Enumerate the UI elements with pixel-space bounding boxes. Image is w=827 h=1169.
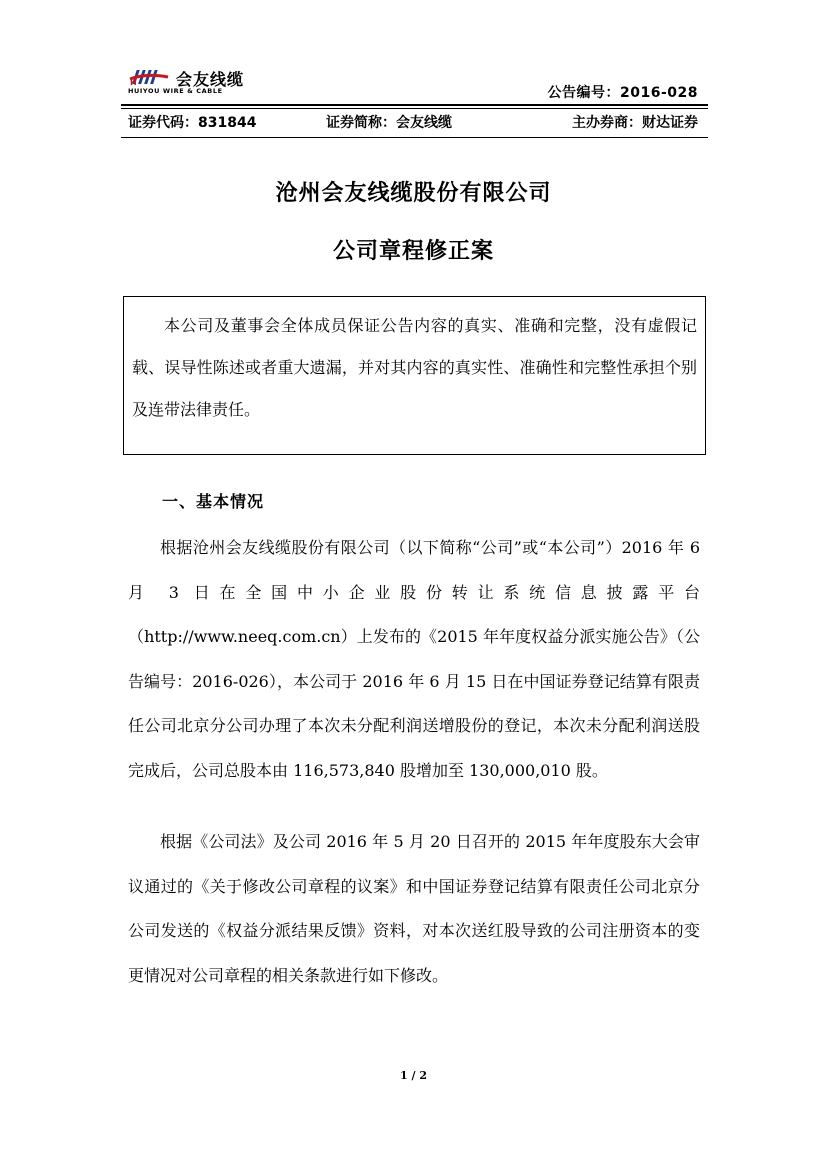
security-abbreviation: 证券简称：会友线缆 [326, 115, 452, 131]
company-title: 沧州会友线缆股份有限公司 [275, 181, 552, 206]
security-code: 证券代码：831844 [128, 115, 257, 131]
sponsor-broker: 主办券商：财达证券 [572, 115, 698, 131]
logo-text-en: HUIYOU WIRE & CABLE [128, 87, 223, 95]
disclaimer-box [123, 296, 706, 455]
notice-number: 公告编号：2016-028 [547, 85, 698, 101]
body-paragraph: 根据沧州会友线缆股份有限公司（以下简称“公司”或“本公司”）2016 年 6 月 3 日在全国中小企业股份转让系统信息披露平台（http://www.neeq.com.cn）上发布的《2015 年年度权益分派实施公告》（公告编号：2016-026），本公司于 2016 年 6 月 15 日在中国证券登记结算有限责任公司北京分公司办理了本次未分配利润送增股份的登记，本次未分配利润送股完成后，公司总股本由 116,573,840 股增加至 130,000,010 股。 [128, 538, 700, 780]
disclaimer-text: 本公司及董事会全体成员保证公告内容的真实、准确和完整，没有虚假记载、误导性陈述或者重大遗漏，并对其内容的真实性、准确性和完整性承担个别及连带法律责任。 [132, 316, 697, 419]
body-paragraph: 根据《公司法》及公司 2016 年 5 月 20 日召开的 2015 年年度股东大会审议通过的《关于修改公司章程的议案》和中国证券登记结算有限责任公司北京分公司发送的《权益分派结果反馈》资料，对本次送红股导致的公司注册资本的变更情况对公司章程的相关条款进行如下修改。 [128, 832, 700, 985]
header-divider-thick [121, 104, 708, 106]
page-number: 1 / 2 [400, 1069, 427, 1082]
document-title: 公司章程修正案 [332, 239, 494, 264]
header-divider-thin [121, 108, 708, 109]
company-logo [128, 66, 288, 100]
section-heading: 一、基本情况 [162, 492, 265, 511]
meta-divider [121, 137, 708, 138]
logo-text-cn: 会友线缆 [176, 70, 245, 89]
svg-text:H: H [130, 78, 137, 87]
